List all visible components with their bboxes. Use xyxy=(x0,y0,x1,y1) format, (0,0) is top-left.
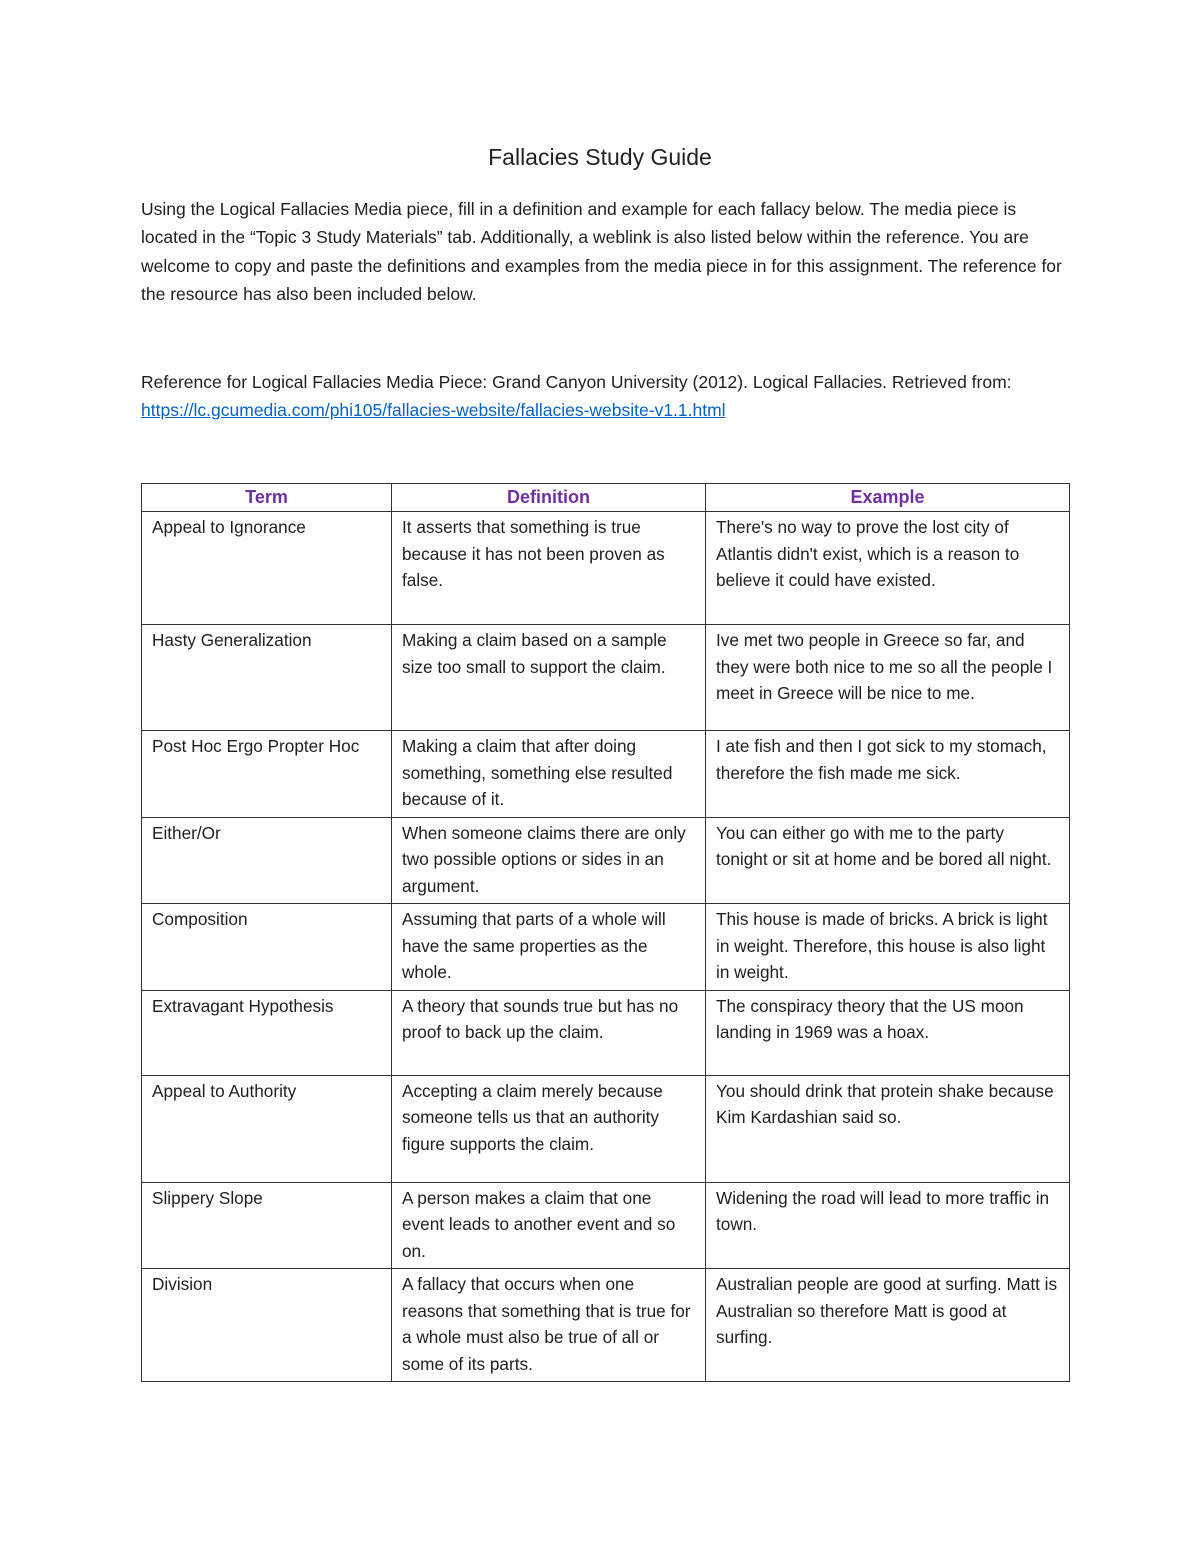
table-row xyxy=(142,1075,1070,1182)
term-cell: Post Hoc Ergo Propter Hoc xyxy=(142,731,392,818)
definition-cell: Accepting a claim merely because someone tells us that an authority figure supports the claim. xyxy=(392,1075,706,1182)
header-term: Term xyxy=(142,484,392,512)
table-row xyxy=(142,625,1070,731)
example-cell: The conspiracy theory that the US moon landing in 1969 was a hoax. xyxy=(706,990,1070,1075)
definition-cell: A fallacy that occurs when one reasons that something that is true for a whole must also be true of all or some of its parts. xyxy=(392,1269,706,1382)
table-row xyxy=(142,904,1070,991)
example-cell: You can either go with me to the party tonight or sit at home and be bored all night. xyxy=(706,817,1070,904)
term-cell: Slippery Slope xyxy=(142,1182,392,1269)
definition-cell: A person makes a claim that one event leads to another event and so on. xyxy=(392,1182,706,1269)
definition-cell: When someone claims there are only two possible options or sides in an argument. xyxy=(392,817,706,904)
reference-link[interactable]: https://lc.gcumedia.com/phi105/fallacies-website/fallacies-website-v1.1.html xyxy=(141,400,726,421)
example-cell: I ate fish and then I got sick to my stomach, therefore the fish made me sick. xyxy=(706,731,1070,818)
term-cell: Appeal to Ignorance xyxy=(142,512,392,625)
table-row xyxy=(142,512,1070,625)
page-title: Fallacies Study Guide xyxy=(488,144,712,170)
definition-cell: A theory that sounds true but has no proof to back up the claim. xyxy=(392,990,706,1075)
fallacies-table xyxy=(141,483,1070,1382)
term-cell: Extravagant Hypothesis xyxy=(142,990,392,1075)
table-row xyxy=(142,817,1070,904)
table-row xyxy=(142,990,1070,1075)
definition-cell: Assuming that parts of a whole will have the same properties as the whole. xyxy=(392,904,706,991)
example-cell: This house is made of bricks. A brick is light in weight. Therefore, this house is also light in weight. xyxy=(706,904,1070,991)
term-cell: Hasty Generalization xyxy=(142,625,392,731)
example-cell: There's no way to prove the lost city of Atlantis didn't exist, which is a reason to believe it could have existed. xyxy=(706,512,1070,625)
header-definition: Definition xyxy=(392,484,706,512)
table-header-row xyxy=(142,484,1070,512)
definition-cell: It asserts that something is true because it has not been proven as false. xyxy=(392,512,706,625)
intro-paragraph: Using the Logical Fallacies Media piece, fill in a definition and example for each fallacy below. The media piece is located in the “Topic 3 Study Materials” tab. Additionally, a weblink is also listed below within the reference. You are welcome to copy and paste the definitions and examples from the media piece in for this assignment. The reference for the resource has also been included below. xyxy=(141,199,1062,304)
definition-cell: Making a claim that after doing something, something else resulted because of it. xyxy=(392,731,706,818)
definition-cell: Making a claim based on a sample size too small to support the claim. xyxy=(392,625,706,731)
reference-text: Reference for Logical Fallacies Media Piece: Grand Canyon University (2012). Logical Fallacies. Retrieved from: xyxy=(141,372,1012,392)
example-cell: Ive met two people in Greece so far, and they were both nice to me so all the people I meet in Greece will be nice to me. xyxy=(706,625,1070,731)
header-example: Example xyxy=(706,484,1070,512)
term-cell: Appeal to Authority xyxy=(142,1075,392,1182)
table-row xyxy=(142,1182,1070,1269)
reference-paragraph xyxy=(141,368,1066,425)
table-row xyxy=(142,731,1070,818)
example-cell: Widening the road will lead to more traffic in town. xyxy=(706,1182,1070,1269)
term-cell: Division xyxy=(142,1269,392,1382)
example-cell: You should drink that protein shake because Kim Kardashian said so. xyxy=(706,1075,1070,1182)
term-cell: Composition xyxy=(142,904,392,991)
example-cell: Australian people are good at surfing. Matt is Australian so therefore Matt is good at surfing. xyxy=(706,1269,1070,1382)
term-cell: Either/Or xyxy=(142,817,392,904)
table-row xyxy=(142,1269,1070,1382)
